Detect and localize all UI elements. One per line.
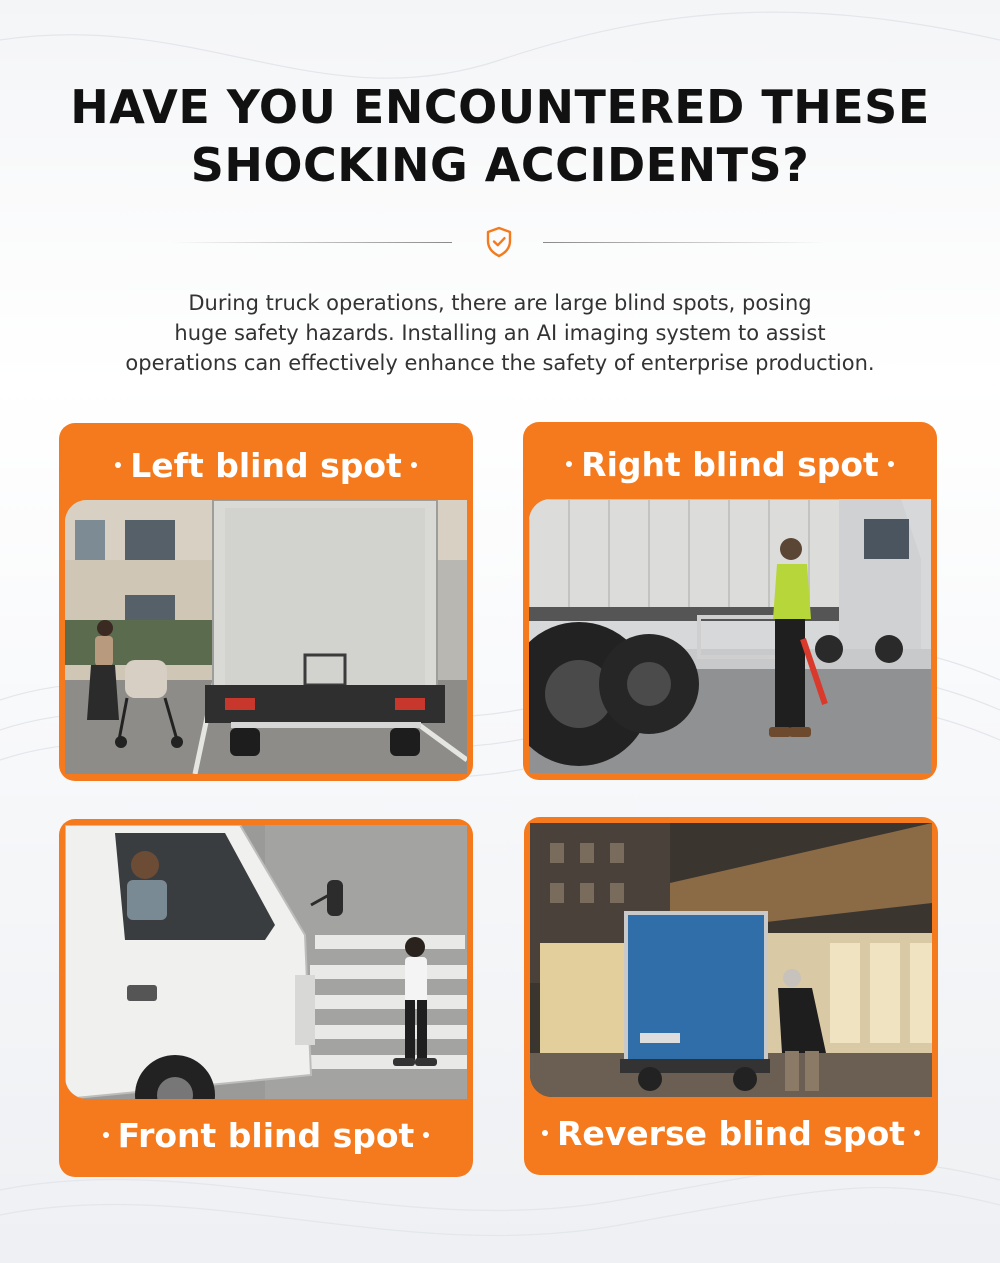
left-blind-spot-photo — [65, 500, 467, 774]
front-blind-spot-photo — [65, 825, 467, 1099]
right-blind-spot-photo — [529, 499, 931, 773]
bullet-dot — [542, 1130, 548, 1136]
bullet-dot — [115, 462, 121, 468]
bullet-dot — [103, 1132, 109, 1138]
intro-paragraph — [80, 288, 920, 378]
intro-line2: huge safety hazards. Installing an AI imaging system to assist — [174, 321, 826, 345]
divider-line-right — [543, 242, 825, 243]
card-left-blind-spot — [59, 423, 473, 781]
bullet-dot — [411, 462, 417, 468]
card-label-text: Reverse blind spot — [556, 1113, 906, 1153]
page-title-line1: HAVE YOU ENCOUNTERED THESE — [70, 80, 930, 134]
card-label-text: Right blind spot — [581, 444, 879, 484]
card-label — [524, 1095, 938, 1171]
bullet-dot — [566, 461, 572, 467]
card-label — [59, 1097, 473, 1173]
bullet-dot — [423, 1132, 429, 1138]
card-label — [523, 426, 937, 502]
intro-line3: operations can effectively enhance the safety of enterprise production. — [125, 351, 875, 375]
page-title — [0, 78, 1000, 194]
intro-line1: During truck operations, there are large blind spots, posing — [188, 291, 812, 315]
shield-check-icon — [484, 226, 514, 258]
bullet-dot — [914, 1130, 920, 1136]
divider-line-left — [172, 242, 452, 243]
reverse-blind-spot-photo — [530, 823, 932, 1097]
card-label — [59, 427, 473, 503]
card-front-blind-spot — [59, 819, 473, 1177]
card-label-text: Left blind spot — [130, 445, 402, 485]
card-reverse-blind-spot — [524, 817, 938, 1175]
bullet-dot — [888, 461, 894, 467]
page-title-line2: SHOCKING ACCIDENTS? — [190, 138, 810, 192]
title-divider — [0, 226, 1000, 258]
card-right-blind-spot — [523, 422, 937, 780]
card-label-text: Front blind spot — [117, 1115, 415, 1155]
